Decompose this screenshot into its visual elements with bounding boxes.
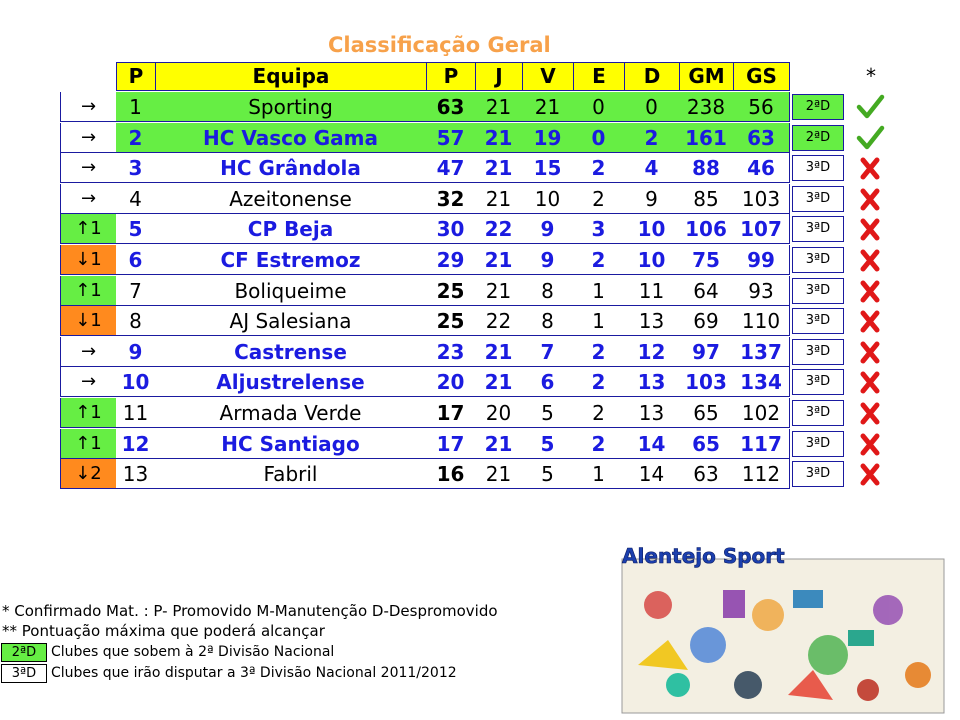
cross-icon (855, 337, 885, 367)
cell-v: 8 (522, 276, 574, 306)
cell-d: 13 (624, 367, 680, 397)
cell-d: 10 (624, 214, 680, 244)
cell-pos: 4 (116, 184, 156, 214)
cell-d: 2 (624, 123, 680, 153)
cell-gm: 238 (679, 92, 734, 122)
cell-team: CF Estremoz (155, 245, 427, 275)
cell-gs: 134 (733, 367, 790, 397)
cell-team: Castrense (155, 337, 427, 367)
cell-v: 5 (522, 429, 574, 459)
cell-d: 14 (624, 459, 680, 489)
cell-pts: 25 (426, 276, 476, 306)
cell-gm: 103 (679, 367, 734, 397)
cross-icon (855, 245, 885, 275)
cell-pos: 5 (116, 214, 156, 244)
division-badge: 2ªD (792, 125, 844, 151)
cell-gm: 161 (679, 123, 734, 153)
movement-indicator: ↓2 (60, 459, 117, 489)
cell-gs: 117 (733, 429, 790, 459)
cell-pos: 1 (116, 92, 156, 122)
cell-e: 2 (573, 367, 625, 397)
cell-e: 2 (573, 398, 625, 428)
cell-team: Azeitonense (155, 184, 427, 214)
cell-gs: 93 (733, 276, 790, 306)
check-icon (855, 123, 885, 153)
cell-gm: 65 (679, 429, 734, 459)
cell-v: 7 (522, 337, 574, 367)
cross-icon (855, 184, 885, 214)
cell-e: 2 (573, 184, 625, 214)
cell-d: 11 (624, 276, 680, 306)
cross-icon (855, 153, 885, 183)
header-position: P (116, 62, 156, 91)
cell-pos: 3 (116, 153, 156, 183)
legend-2d-box: 2ªD (1, 643, 47, 662)
cell-d: 14 (624, 429, 680, 459)
header-goals-against: GS (733, 62, 790, 91)
cell-pos: 11 (116, 398, 156, 428)
division-badge: 3ªD (792, 461, 844, 487)
division-badge: 3ªD (792, 400, 844, 426)
cell-j: 21 (475, 276, 523, 306)
cell-e: 1 (573, 459, 625, 489)
header-played: J (475, 62, 523, 91)
cell-gs: 46 (733, 153, 790, 183)
cell-gs: 99 (733, 245, 790, 275)
cell-e: 2 (573, 153, 625, 183)
cell-gm: 69 (679, 306, 734, 336)
cell-v: 9 (522, 214, 574, 244)
cell-pts: 63 (426, 92, 476, 122)
cell-pos: 13 (116, 459, 156, 489)
cell-j: 20 (475, 398, 523, 428)
cell-pts: 57 (426, 123, 476, 153)
cell-team: CP Beja (155, 214, 427, 244)
cell-pos: 8 (116, 306, 156, 336)
cell-v: 5 (522, 398, 574, 428)
cell-gs: 63 (733, 123, 790, 153)
logo-text: Alentejo Sport (622, 545, 785, 568)
cell-d: 13 (624, 398, 680, 428)
cell-j: 21 (475, 337, 523, 367)
header-wins: V (522, 62, 574, 91)
cell-gm: 106 (679, 214, 734, 244)
alentejo-sport-logo (618, 545, 948, 715)
division-badge: 3ªD (792, 278, 844, 304)
movement-indicator: → (60, 184, 117, 214)
division-badge: 3ªD (792, 155, 844, 181)
cell-pts: 30 (426, 214, 476, 244)
cell-v: 21 (522, 92, 574, 122)
division-badge: 3ªD (792, 186, 844, 212)
cell-gs: 107 (733, 214, 790, 244)
cell-v: 9 (522, 245, 574, 275)
cell-team: Fabril (155, 459, 427, 489)
cell-v: 19 (522, 123, 574, 153)
cell-pts: 23 (426, 337, 476, 367)
movement-indicator: → (60, 123, 117, 153)
cell-v: 10 (522, 184, 574, 214)
cell-team: HC Grândola (155, 153, 427, 183)
movement-indicator: → (60, 337, 117, 367)
cross-icon (855, 398, 885, 428)
cell-j: 21 (475, 367, 523, 397)
cell-gm: 65 (679, 398, 734, 428)
cell-pos: 7 (116, 276, 156, 306)
cell-d: 13 (624, 306, 680, 336)
cell-j: 21 (475, 153, 523, 183)
cell-j: 21 (475, 123, 523, 153)
check-icon (855, 92, 885, 122)
cell-e: 0 (573, 92, 625, 122)
movement-indicator: ↓1 (60, 306, 117, 336)
cross-icon (855, 276, 885, 306)
cell-pts: 47 (426, 153, 476, 183)
header-draws: E (573, 62, 625, 91)
cell-v: 8 (522, 306, 574, 336)
cell-gm: 63 (679, 459, 734, 489)
header-points: P (426, 62, 476, 91)
movement-indicator: ↑1 (60, 429, 117, 459)
movement-indicator: → (60, 367, 117, 397)
cell-e: 2 (573, 337, 625, 367)
cell-j: 22 (475, 306, 523, 336)
cell-pos: 10 (116, 367, 156, 397)
cell-pos: 9 (116, 337, 156, 367)
cell-j: 21 (475, 429, 523, 459)
legend-line-2: ** Pontuação máxima que poderá alcançar (2, 622, 325, 640)
legend-3d-desc: Clubes que irão disputar a 3ª Divisão Nacional 2011/2012 (51, 665, 457, 681)
cell-pos: 2 (116, 123, 156, 153)
cross-icon (855, 306, 885, 336)
division-badge: 2ªD (792, 94, 844, 120)
division-badge: 3ªD (792, 308, 844, 334)
cell-team: HC Santiago (155, 429, 427, 459)
cell-e: 1 (573, 306, 625, 336)
cell-pts: 32 (426, 184, 476, 214)
cell-pts: 25 (426, 306, 476, 336)
cell-gs: 56 (733, 92, 790, 122)
cell-gm: 64 (679, 276, 734, 306)
cell-pts: 16 (426, 459, 476, 489)
division-badge: 3ªD (792, 339, 844, 365)
division-badge: 3ªD (792, 216, 844, 242)
cell-team: Aljustrelense (155, 367, 427, 397)
cell-gs: 103 (733, 184, 790, 214)
cell-e: 3 (573, 214, 625, 244)
cell-gs: 102 (733, 398, 790, 428)
cell-gs: 137 (733, 337, 790, 367)
division-badge: 3ªD (792, 247, 844, 273)
legend-line-1: * Confirmado Mat. : P- Promovido M-Manutenção D-Despromovido (2, 602, 498, 620)
cell-j: 22 (475, 214, 523, 244)
cell-v: 15 (522, 153, 574, 183)
cell-d: 9 (624, 184, 680, 214)
legend-2d-desc: Clubes que sobem à 2ª Divisão Nacional (51, 644, 335, 660)
cell-v: 5 (522, 459, 574, 489)
cell-j: 21 (475, 184, 523, 214)
cell-j: 21 (475, 459, 523, 489)
movement-indicator: → (60, 92, 117, 122)
movement-indicator: ↑1 (60, 276, 117, 306)
cell-pts: 17 (426, 429, 476, 459)
cell-pos: 6 (116, 245, 156, 275)
movement-indicator: ↑1 (60, 214, 117, 244)
header-team: Equipa (155, 62, 427, 91)
cell-team: Sporting (155, 92, 427, 122)
cell-pos: 12 (116, 429, 156, 459)
cell-d: 10 (624, 245, 680, 275)
cell-pts: 17 (426, 398, 476, 428)
cross-icon (855, 429, 885, 459)
cell-e: 0 (573, 123, 625, 153)
cell-d: 0 (624, 92, 680, 122)
cell-gm: 97 (679, 337, 734, 367)
division-badge: 3ªD (792, 369, 844, 395)
page-title: Classificação Geral (328, 33, 551, 57)
cell-gs: 112 (733, 459, 790, 489)
cell-pts: 29 (426, 245, 476, 275)
header-goals-for: GM (679, 62, 734, 91)
cell-d: 12 (624, 337, 680, 367)
movement-indicator: ↓1 (60, 245, 117, 275)
cell-j: 21 (475, 245, 523, 275)
cell-gs: 110 (733, 306, 790, 336)
cell-v: 6 (522, 367, 574, 397)
cell-gm: 85 (679, 184, 734, 214)
cell-e: 2 (573, 245, 625, 275)
cell-e: 2 (573, 429, 625, 459)
movement-indicator: → (60, 153, 117, 183)
cell-team: Armada Verde (155, 398, 427, 428)
cross-icon (855, 367, 885, 397)
cell-j: 21 (475, 92, 523, 122)
cell-e: 1 (573, 276, 625, 306)
cell-team: HC Vasco Gama (155, 123, 427, 153)
cell-d: 4 (624, 153, 680, 183)
cross-icon (855, 459, 885, 489)
cell-team: Boliqueime (155, 276, 427, 306)
cell-gm: 88 (679, 153, 734, 183)
confirmed-column-header: * (866, 64, 876, 88)
cell-team: AJ Salesiana (155, 306, 427, 336)
header-losses: D (624, 62, 680, 91)
division-badge: 3ªD (792, 431, 844, 457)
legend-3d-box: 3ªD (1, 664, 47, 683)
cross-icon (855, 214, 885, 244)
cell-gm: 75 (679, 245, 734, 275)
cell-pts: 20 (426, 367, 476, 397)
movement-indicator: ↑1 (60, 398, 117, 428)
